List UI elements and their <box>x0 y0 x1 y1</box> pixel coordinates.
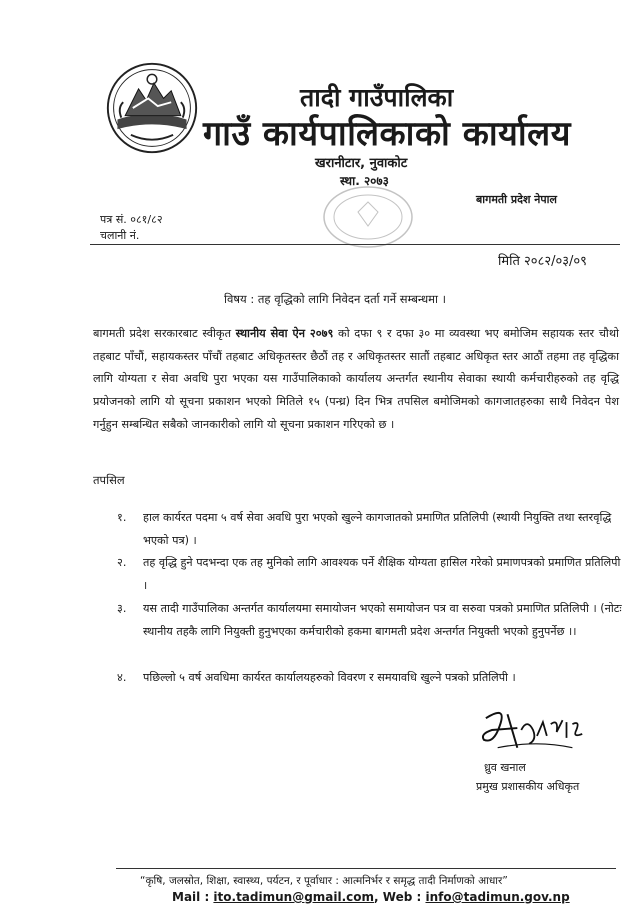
body-text-2: को दफा ९ र दफा ३० मा व्यवस्था भए बमोजिम सहायक स्तर चौथो तहबाट पाँचौं, सहायकस्तर पाँचौं तहबाट अधिकृतस्तर छैठौं तह र अधिकृतस्तर सातौं तहबाट अधिकृत स्तर आठौं तहमा तह वृद्धिका लागि योग्यता र सेवा अवधि पुरा भएका यस गाउँपालिकाको कार्यालय अन्तर्गत स्थानीय सेवाका स्थायी कर्मचारीहरुको तह वृद्धि प्रयोजनको लागि यो सूचना प्रकाशन भएको मितिले १५ (पन्ध्र) दिन भित्र तपसिल बमोजिमको कागजातहरुका साथै निवेदन पेश गर्नुहुन सम्बन्धित सबैको जानकारीको लागि यो सूचना प्रकाशन गरिएको छ । <box>93 327 619 431</box>
letter-body <box>93 323 619 437</box>
nepal-emblem-logo <box>104 60 200 156</box>
list-item-text: हाल कार्यरत पदमा ५ वर्ष सेवा अवधि पुरा भएको खुल्ने कागजातको प्रमाणित प्रतिलिपी (स्थायी नियुक्ति तथा स्तरवृद्धि भएको पत्र) । <box>143 511 612 547</box>
list-item-text: तह वृद्धि हुने पदभन्दा एक तह मुनिको लागि आवश्यक पर्ने शैक्षिक योग्यता हासिल गरेको प्रमाणपत्रको प्रमाणित प्रतिलिपी । <box>143 556 621 592</box>
mail-label: Mail : <box>172 890 214 904</box>
letter-subject: विषय : तह वृद्धिको लागि निवेदन दर्ता गर्ने सम्बन्धमा । <box>224 292 447 306</box>
office-name: गाउँ कार्यपालिकाको कार्यालय <box>203 114 571 154</box>
letter-date: मिति २०८२/०३/०९ <box>498 254 587 269</box>
email-link[interactable]: ito.tadimun@gmail.com <box>213 890 375 904</box>
dispatch-number: चलानी नं. <box>100 229 140 242</box>
handwritten-signature <box>478 700 596 762</box>
web-link[interactable]: info@tadimun.gov.np <box>425 890 570 904</box>
municipality-name: तादी गाउँपालिका <box>300 83 454 112</box>
list-item-number: २. <box>117 556 127 569</box>
web-label: , Web : <box>374 890 426 904</box>
signatory-title: प्रमुख प्रशासकीय अधिकृत <box>476 780 580 793</box>
list-item-number: ४. <box>117 671 127 684</box>
office-address: खरानीटार, नुवाकोट <box>315 156 408 171</box>
list-item-number: १. <box>117 511 127 524</box>
footer-motto: “कृषि, जलस्रोत, शिक्षा, स्वास्थ्य, पर्यटन, र पूर्वाधार : आत्मनिर्भर र समृद्ध तादी निर्माणको आधार” <box>140 875 508 887</box>
tapasil-heading: तपसिल <box>93 473 125 487</box>
province-label: बागमती प्रदेश नेपाल <box>476 193 557 206</box>
letter-number: पत्र सं. ०८१/८२ <box>100 213 163 226</box>
body-act-name: स्थानीय सेवा ऐन २०७९ <box>235 327 334 340</box>
signatory-name: ध्रुव खनाल <box>484 761 526 774</box>
body-text-1: बागमती प्रदेश सरकारबाट स्वीकृत <box>93 327 236 340</box>
list-item-text: यस तादी गाउँपालिका अन्तर्गत कार्यालयमा समायोजन भएको समायोजन पत्र वा सरुवा पत्रको प्रमाणित प्रतिलिपी । (नोटः स्थानीय तहकै लागि नियुक्ती हुनुभएका कर्मचारीको हकमा बागमती प्रदेश अन्तर्गत नियुक्ती भएको हुनुपर्नेछ ।। <box>143 602 622 638</box>
footer-contact <box>172 890 570 904</box>
list-item-text: पछिल्लो ५ वर्ष अवधिमा कार्यरत कार्यालयहरुको विवरण र समयावधि खुल्ने पत्रको प्रतिलिपी । <box>143 671 516 684</box>
established-year: स्था. २०७३ <box>340 174 389 188</box>
header-divider <box>90 244 620 245</box>
office-stamp <box>318 182 418 252</box>
footer-divider <box>116 868 616 869</box>
list-item-number: ३. <box>117 602 127 615</box>
